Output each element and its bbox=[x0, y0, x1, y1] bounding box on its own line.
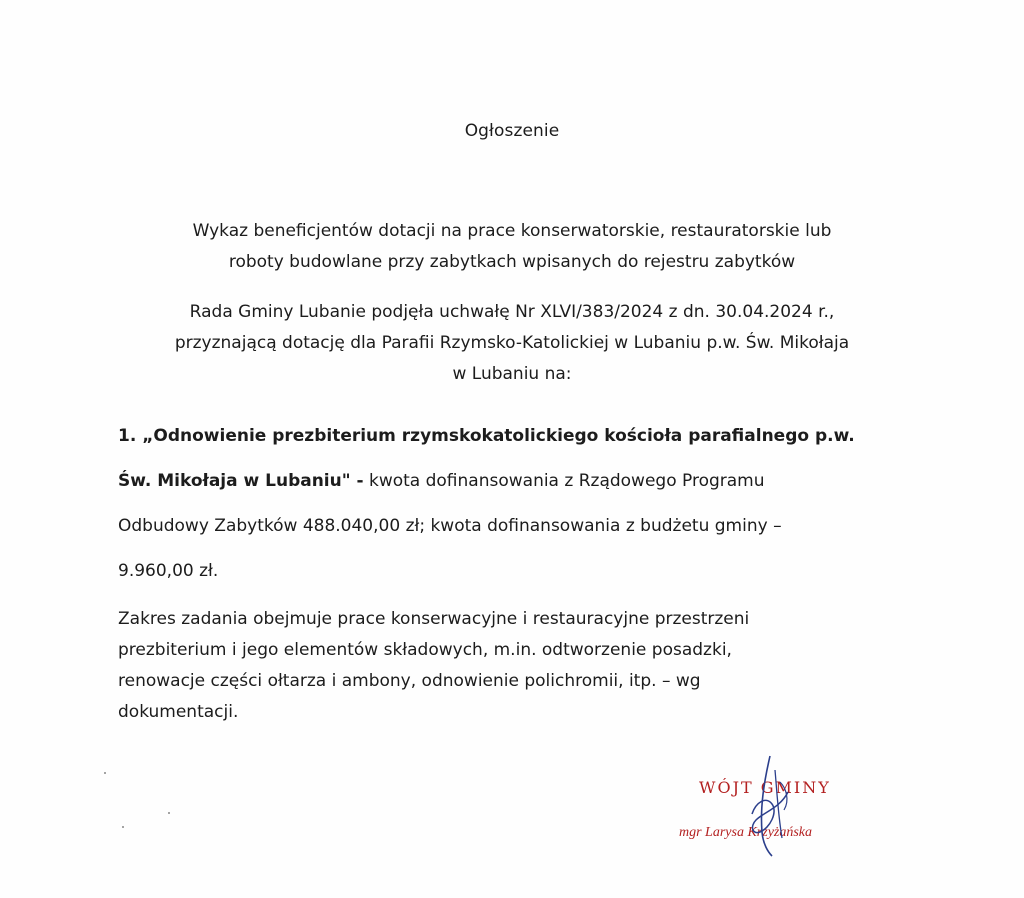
stamp-name: mgr Larysa Krzyżańska bbox=[679, 825, 813, 840]
stamp-title: WÓJT GMINY bbox=[699, 778, 831, 797]
intro-paragraph bbox=[0, 216, 1024, 278]
scan-speck bbox=[104, 772, 106, 774]
scope-line: prezbiterium i jego elementów składowych, m.in. odtworzenie posadzki, bbox=[118, 640, 732, 660]
decision-line: przyznającą dotację dla Parafii Rzymsko-Katolickiej w Lubaniu p.w. Św. Mikołaja bbox=[174, 333, 850, 353]
intro-line: roboty budowlane przy zabytkach wpisanych do rejestru zabytków bbox=[228, 252, 796, 272]
grant-item-line: Odbudowy Zabytków 488.040,00 zł; kwota dofinansowania z budżetu gminy – bbox=[118, 516, 782, 536]
intro-line: Wykaz beneficjentów dotacji na prace konserwatorskie, restauratorskie lub bbox=[192, 221, 832, 241]
decision-paragraph bbox=[0, 297, 1024, 390]
handwritten-signature bbox=[742, 752, 802, 862]
scan-speck bbox=[122, 826, 124, 828]
grant-item-text: kwota dofinansowania z Rządowego Programu bbox=[363, 471, 765, 491]
grant-item-title: 1. „Odnowienie prezbiterium rzymskokatolickiego kościoła parafialnego p.w. bbox=[118, 426, 855, 446]
scope-line: Zakres zadania obejmuje prace konserwacyjne i restauracyjne przestrzeni bbox=[118, 609, 750, 629]
grant-item bbox=[118, 414, 918, 594]
decision-line: w Lubaniu na: bbox=[452, 364, 572, 384]
scope-paragraph bbox=[118, 604, 918, 728]
grant-item-line: 9.960,00 zł. bbox=[118, 561, 219, 581]
grant-item-line bbox=[118, 459, 918, 504]
grant-item-title-cont: Św. Mikołaja w Lubaniu" - bbox=[118, 471, 364, 491]
scope-line: renowacje części ołtarza i ambony, odnowienie polichromii, itp. – wg bbox=[118, 671, 701, 691]
grant-item-line bbox=[118, 414, 918, 459]
scope-line: dokumentacji. bbox=[118, 702, 239, 722]
scan-speck bbox=[168, 812, 170, 814]
decision-line: Rada Gminy Lubanie podjęła uchwałę Nr XLVI/383/2024 z dn. 30.04.2024 r., bbox=[189, 302, 835, 322]
document-title: Ogłoszenie bbox=[464, 121, 560, 141]
